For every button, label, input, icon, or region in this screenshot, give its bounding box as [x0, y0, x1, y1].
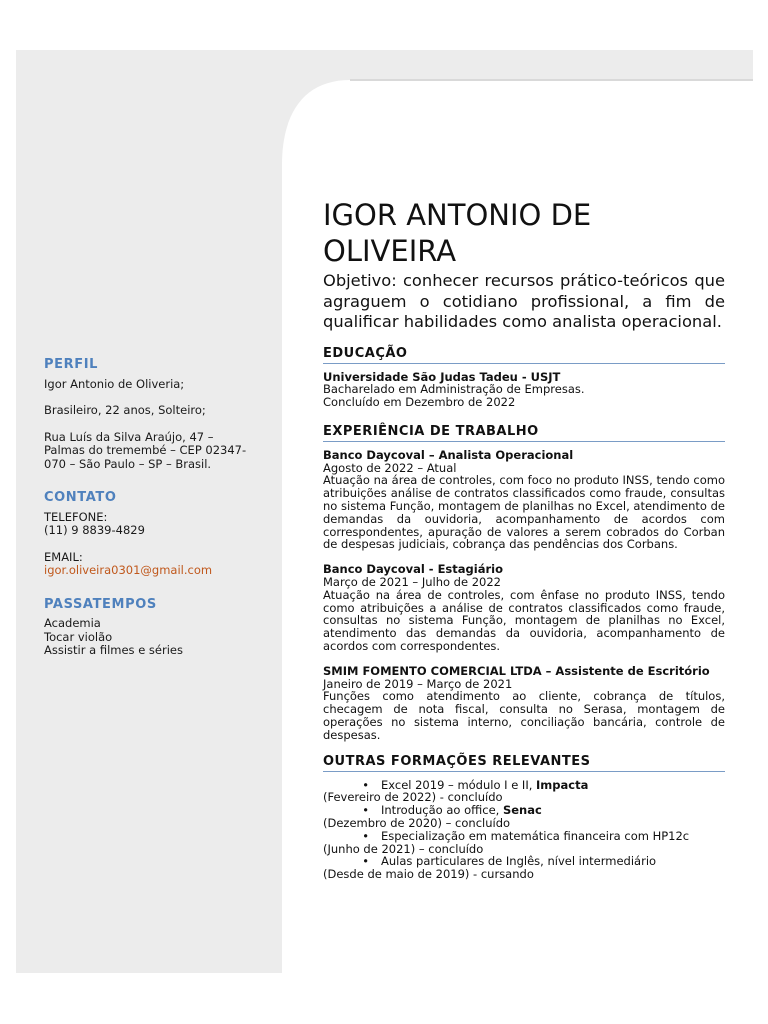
job-item [323, 665, 725, 742]
job-period: Agosto de 2022 – Atual [323, 460, 457, 475]
course-item: • Introdução ao office, Senac [323, 804, 725, 817]
course-status: (Desde de maio de 2019) - cursando [323, 867, 534, 882]
job-company: Banco Daycoval [323, 447, 425, 462]
passatempos-heading: PASSATEMPOS [44, 596, 157, 612]
bullet-icon: • [362, 854, 369, 869]
job-description: Atuação na área de controles, com foco no produto INSS, tendo como atribuições análise de contratos classificados como fraude, consultas no sistema Função, montagem de planilhas no Excel, atendimento de demandas da ouvidoria, acompanhamento de acordos com correspondentes, apuração de valores a serem cobrados do Corban de despesas judiciais, cobrança das pendências dos Corbans. [323, 473, 725, 552]
experience-section [323, 424, 725, 742]
hobby-item: Assistir a filmes e séries [44, 643, 183, 657]
perfil-info: Brasileiro, 22 anos, Solteiro; [44, 403, 206, 417]
header-band-shadow [350, 79, 753, 81]
course-status: (Dezembro de 2020) – concluído [323, 816, 511, 831]
bullet-icon: • [362, 777, 369, 792]
course-item: • Excel 2019 – módulo I e II, Impacta [323, 779, 725, 792]
sidebar [44, 358, 259, 658]
phone-number: (11) 9 8839-4829 [44, 523, 145, 537]
job-item [323, 449, 725, 551]
main-content [323, 197, 725, 881]
job-company: Banco Daycoval - Estagiário [323, 562, 503, 577]
courses-list [323, 779, 725, 881]
course-status: (Junho de 2021) – concluído [323, 841, 484, 856]
perfil-name: Igor Antonio de Oliveria; [44, 376, 185, 391]
other-title: OUTRAS FORMAÇÕES RELEVANTES [323, 754, 725, 772]
education-title: EDUCAÇÃO [323, 346, 725, 364]
email-link[interactable]: igor.oliveira0301@gmail.com [44, 563, 213, 577]
job-company: SMIM FOMENTO COMERCIAL LTDA [323, 663, 542, 678]
address-line: 070 – São Paulo – SP – Brasil. [44, 456, 212, 471]
school-name: Universidade São Judas Tadeu - USJT [323, 369, 561, 384]
hobby-item: Academia [44, 616, 101, 630]
job-period: Janeiro de 2019 – Março de 2021 [323, 676, 513, 691]
job-period: Março de 2021 – Julho de 2022 [323, 575, 501, 590]
other-section [323, 754, 725, 881]
address-line: Palmas do tremembé – CEP 02347- [44, 443, 247, 457]
education-status: Concluído em Dezembro de 2022 [323, 395, 516, 410]
course-item: • Aulas particulares de Inglês, nível intermediário [323, 855, 725, 868]
course-name: Bacharelado em Administração de Empresas. [323, 382, 585, 397]
job-role: – Assistente de Escritório [541, 663, 710, 678]
contato-heading: CONTATO [44, 490, 117, 505]
objective-text: Objetivo: conhecer recursos prático-teóricos que agraguem o cotidiano profissional, a fim de qualificar habilidades como analista operacional. [323, 271, 725, 331]
phone-label: TELEFONE: [44, 509, 108, 524]
course-item: • Especialização em matemática financeira com HP12c [323, 830, 725, 843]
job-description: Funções como atendimento ao cliente, cobrança de títulos, checagem de nota fiscal, consulta no Serasa, montagem de operações no sistema interno, conciliação bancária, controle de despesas. [323, 689, 725, 742]
experience-title: EXPERIÊNCIA DE TRABALHO [323, 424, 725, 442]
education-section [323, 346, 725, 409]
perfil-heading: PERFIL [44, 357, 99, 372]
bullet-icon: • [362, 803, 369, 818]
course-status: (Fevereiro de 2022) - concluído [323, 790, 503, 805]
address-line: Rua Luís da Silva Araújo, 47 – [44, 429, 214, 444]
bullet-icon: • [362, 828, 369, 843]
job-item [323, 563, 725, 653]
candidate-name [323, 197, 725, 269]
name-line: IGOR ANTONIO DE [323, 198, 592, 232]
hobby-item: Tocar violão [44, 629, 113, 644]
name-line: OLIVEIRA [323, 234, 457, 268]
job-description: Atuação na área de controles, com ênfase no produto INSS, tendo como atribuições a análise de contratos classificados como fraude, consultas no sistema Função, montagem de planilhas no Excel, atendimento das demandas da ouvidoria, acompanhamento de acordos com correspondentes. [323, 587, 725, 654]
email-label: EMAIL: [44, 549, 83, 564]
job-role: – Analista Operacional [424, 447, 574, 462]
